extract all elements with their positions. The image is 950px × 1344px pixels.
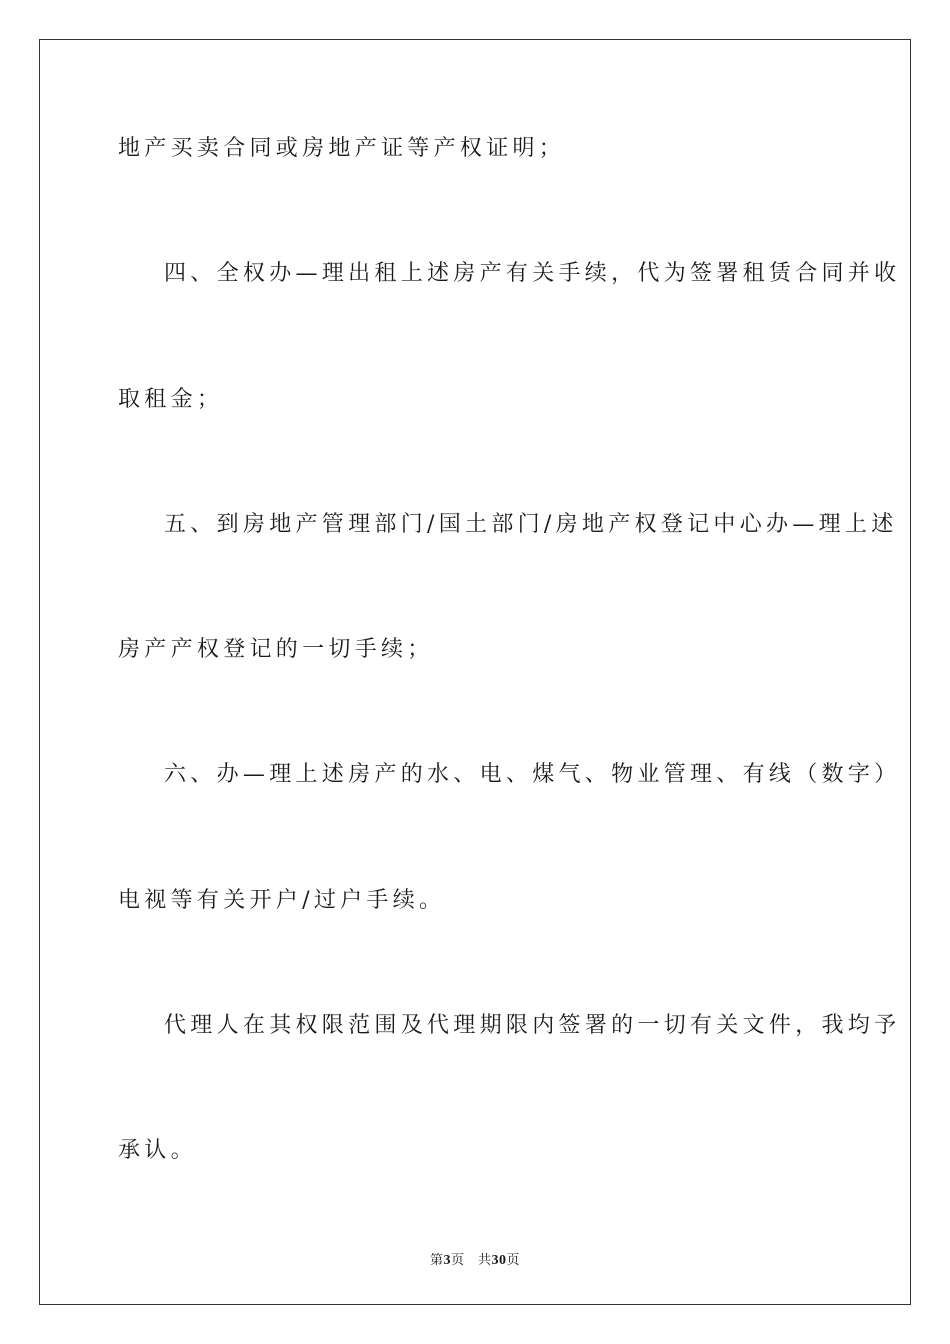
text-line-1: 地产买卖合同或房地产证等产权证明；	[118, 136, 566, 161]
text-line-4: 五、到房地产管理部门/国土部门/房地产权登记中心办—理上述	[164, 512, 898, 537]
text-line-9: 承认。	[118, 1138, 197, 1163]
footer-suffix: 页	[506, 1253, 521, 1268]
page-footer	[0, 1249, 950, 1269]
text-line-5: 房产产权登记的一切手续；	[118, 637, 434, 662]
current-page-number: 3	[443, 1253, 451, 1268]
page-border	[39, 39, 911, 1305]
footer-prefix: 第	[429, 1253, 444, 1268]
text-line-6: 六、办—理上述房产的水、电、煤气、物业管理、有线（数字）	[164, 762, 901, 787]
text-line-3: 取租金；	[118, 387, 224, 412]
text-line-7: 电视等有关开户/过户手续。	[118, 888, 446, 913]
footer-mid: 页 共	[450, 1253, 492, 1268]
total-page-number: 30	[491, 1253, 507, 1268]
text-line-2: 四、全权办—理出租上述房产有关手续，代为签署租赁合同并收	[164, 261, 901, 286]
text-line-8: 代理人在其权限范围及代理期限内签署的一切有关文件，我均予	[164, 1013, 901, 1038]
